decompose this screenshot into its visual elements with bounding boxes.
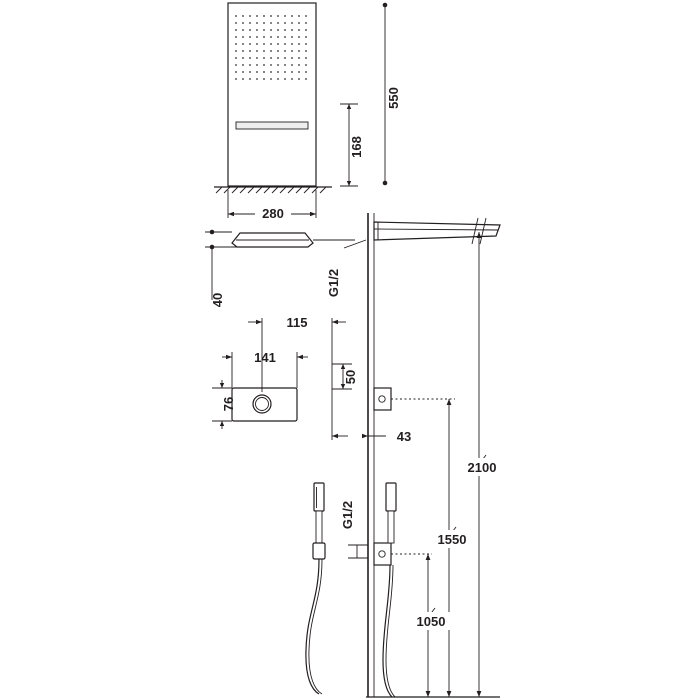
dimension-115-label: 115	[286, 315, 308, 330]
shower-arm	[374, 218, 500, 244]
dimension-280-label: 280	[262, 206, 284, 221]
dimension-40-label: 40	[210, 292, 225, 308]
dimension-50-label: 50	[343, 369, 358, 385]
wall-outlet-elbow	[374, 388, 455, 410]
dimension-168	[340, 104, 364, 186]
label-g12-top-text: G1/2	[326, 268, 341, 298]
label-g12-bottom	[340, 501, 368, 558]
dimension-550	[383, 3, 401, 186]
dimension-50	[332, 364, 358, 389]
dimension-43	[332, 392, 411, 444]
dimension-141-label: 141	[254, 350, 276, 365]
handshower-wall-outlet	[374, 483, 432, 697]
dimension-1550-label: 1550	[437, 532, 467, 547]
dimension-280	[228, 190, 316, 221]
dimension-168-label: 168	[349, 136, 364, 158]
shower-head-side-view	[232, 233, 355, 247]
label-g12-bottom-text: G1/2	[340, 500, 355, 530]
rain-shower-panel-front-view	[214, 3, 332, 193]
dimension-1050	[411, 554, 451, 697]
label-g12-top	[326, 240, 366, 297]
dimension-2100-label: 2100	[467, 460, 497, 475]
dimension-141	[222, 350, 308, 388]
handshower-wand	[306, 483, 325, 694]
dimension-1050-label: 1050	[416, 614, 446, 629]
wall-section	[368, 213, 374, 697]
dimension-43-label: 43	[396, 429, 412, 444]
dimension-550-label: 550	[386, 87, 401, 109]
dimension-2100	[462, 232, 502, 697]
dimension-40	[205, 230, 237, 308]
control-valve-plate	[232, 388, 297, 421]
dimension-1550	[432, 399, 472, 697]
dimension-76-label: 76	[221, 396, 236, 412]
